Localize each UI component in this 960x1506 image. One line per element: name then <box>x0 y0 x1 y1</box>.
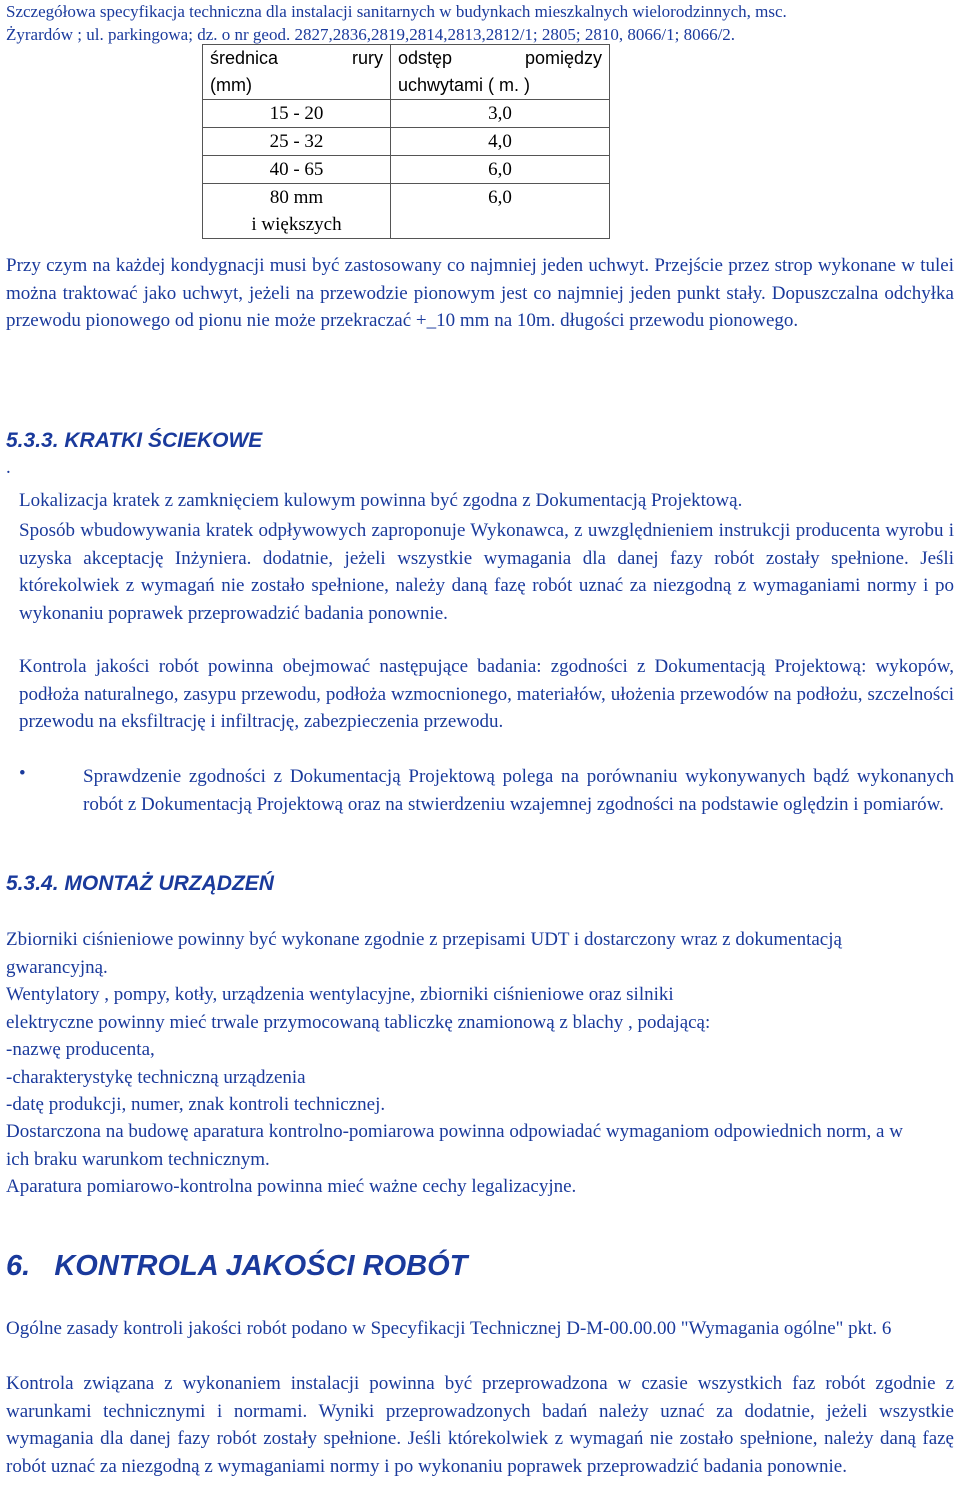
paragraph-legalization: Aparatura pomiarowo-kontrolna powinna mieć ważne cechy legalizacyjne. <box>6 1176 577 1197</box>
paragraph-instrumentation: Dostarczona na budowę aparatura kontrolno-pomiarowa powinna odpowiadać wymaganiom odpowiednich norm, a w ich braku warunkom technicznym. <box>6 1121 903 1170</box>
paragraph-pressure-tanks: Zbiorniki ciśnieniowe powinny być wykonane zgodnie z przepisami UDT i dostarczony wraz z dokumentacją gwarancyjną. <box>6 929 842 978</box>
header-line-1: Szczegółowa specyfikacja techniczna dla instalacji sanitarnych w budynkach mieszkalnych wielorodzinnych, msc. <box>6 2 787 21</box>
nameplate-line-1: Wentylatory , pompy, kotły, urządzenia wentylacyjne, zbiorniki ciśnieniowe oraz silniki <box>6 984 674 1005</box>
paragraph-supports-part2: Przejście przez strop wykonane w tulei można traktować jako uchwyt, jeżeli na przewodzie pionowym jest co najmniej jeden punkt stały. Dopuszczalna odchyłka przewodu pionowego od pionu nie może przekraczać +_10 mm na 10m. długości przewodu pionowego. <box>6 255 954 331</box>
section-heading-5-3-4: 5.3.4. MONTAŻ URZĄDZEŃ <box>6 872 274 895</box>
header-spacing-word2: pomiędzy <box>524 48 602 68</box>
cell-spacing: 6,0 <box>391 156 610 184</box>
nameplate-line-4: -charakterystykę techniczną urządzenia <box>6 1066 306 1088</box>
table-row <box>203 184 610 239</box>
cell-spacing: 4,0 <box>391 128 610 156</box>
paragraph-installation-control: Kontrola związana z wykonaniem instalacji powinna być przeprowadzona w czasie wszystkich faz robót zgodnie z warunkami technicznymi i normami. Wyniki przeprowadzonych badań należy uznać za dodatnie, jeżeli wszystkie wymagania dla danej fazy robót zostały spełnione. Jeśli którekolwiek z wymagań nie zostało spełnione, należy daną fazę robót uznać za niezgodną z wymaganiami normy i po wykonaniu poprawek przeprowadzić badania ponownie. <box>6 1373 954 1477</box>
bullet-text: Sprawdzenie zgodności z Dokumentacją Projektową polega na porównaniu wykonywanych bądź wykonanych robót z Dokumentacją Projektową oraz na stwierdzeniu wzajemnej zgodności na podstawie oględzin i pomiarów. <box>83 766 954 815</box>
table-row <box>203 156 610 184</box>
pipe-spacing-table <box>202 44 610 239</box>
paragraph-supports-part1: Przy czym na każdej kondygnacji musi być zastosowany co najmniej jeden uchwyt. <box>6 255 650 276</box>
paragraph-supports <box>6 252 954 335</box>
cell-diameter-line1: 80 mm <box>269 187 324 208</box>
header-diameter-unit: (mm) <box>210 75 252 95</box>
cell-diameter: 25 - 32 <box>203 128 391 156</box>
header-diameter <box>203 45 391 100</box>
paragraph-quality-control: Kontrola jakości robót powinna obejmować następujące badania: zgodności z Dokumentacją Projektową: wykopów, podłoża naturalnego, zasypu przewodu, podłoża wzmocnionego, materiałów, ułożenia przewodów na podłożu, szczelności przewodu na eksfiltrację i infiltrację, zabezpieczenia przewodu. <box>19 656 954 732</box>
cell-diameter: 40 - 65 <box>203 156 391 184</box>
header-line-2: Żyrardów ; ul. parkingowa; dz. o nr geod. 2827,2836,2819,2814,2813,2812/1; 2805; 2810, 8066/1; 8066/2. <box>6 25 736 44</box>
bullet-symbol: • <box>19 763 26 784</box>
table-row <box>203 128 610 156</box>
document-header <box>6 0 956 46</box>
header-spacing <box>391 45 610 100</box>
cell-spacing: 3,0 <box>391 100 610 128</box>
header-diameter-word2: rury <box>352 48 383 68</box>
nameplate-line-2: elektryczne powinny mieć trwale przymocowaną tabliczkę znamionową z blachy , podającą: <box>6 1011 711 1033</box>
section-heading-6: 6. KONTROLA JAKOŚCI ROBÓT <box>6 1250 468 1282</box>
cell-spacing: 6,0 <box>391 184 610 239</box>
cell-diameter: 15 - 20 <box>203 100 391 128</box>
paragraph-installation-method: Sposób wbudowywania kratek odpływowych zaproponuje Wykonawca, z uwzględnieniem instrukcji producenta wyrobu i uzyska akceptację Inżyniera. dodatnie, jeżeli wszystkie wymagania dla danej fazy robót zostały spełnione. Jeśli którekolwiek z wymagań nie zostało spełnione, należy daną fazę robót uznać za niezgodną z wymaganiami normy i po wykonaniu poprawek przeprowadzić badania ponownie. <box>19 520 954 624</box>
paragraph-nameplate <box>6 981 954 1119</box>
header-spacing-word1: odstęp <box>398 48 453 68</box>
section-heading-5-3-3: 5.3.3. KRATKI ŚCIEKOWE <box>6 429 263 452</box>
paragraph-localization: Lokalizacja kratek z zamknięciem kulowym powinna być zgodna z Dokumentacją Projektową. <box>19 490 743 511</box>
header-diameter-word1: średnica <box>210 48 279 68</box>
cell-diameter <box>203 184 391 239</box>
table-header-row <box>203 45 610 100</box>
nameplate-line-3: -nazwę producenta, <box>6 1039 155 1060</box>
section-dot: . <box>6 457 11 478</box>
nameplate-line-5: -datę produkcji, numer, znak kontroli technicznej. <box>6 1094 386 1115</box>
header-spacing-unit: uchwytami ( m. ) <box>398 75 531 95</box>
table-row <box>203 100 610 128</box>
paragraph-general-rules: Ogólne zasady kontroli jakości robót podano w Specyfikacji Technicznej D-M-00.00.00 "Wymagania ogólne" pkt. 6 <box>6 1318 892 1339</box>
cell-diameter-line2: i większych <box>251 214 342 235</box>
